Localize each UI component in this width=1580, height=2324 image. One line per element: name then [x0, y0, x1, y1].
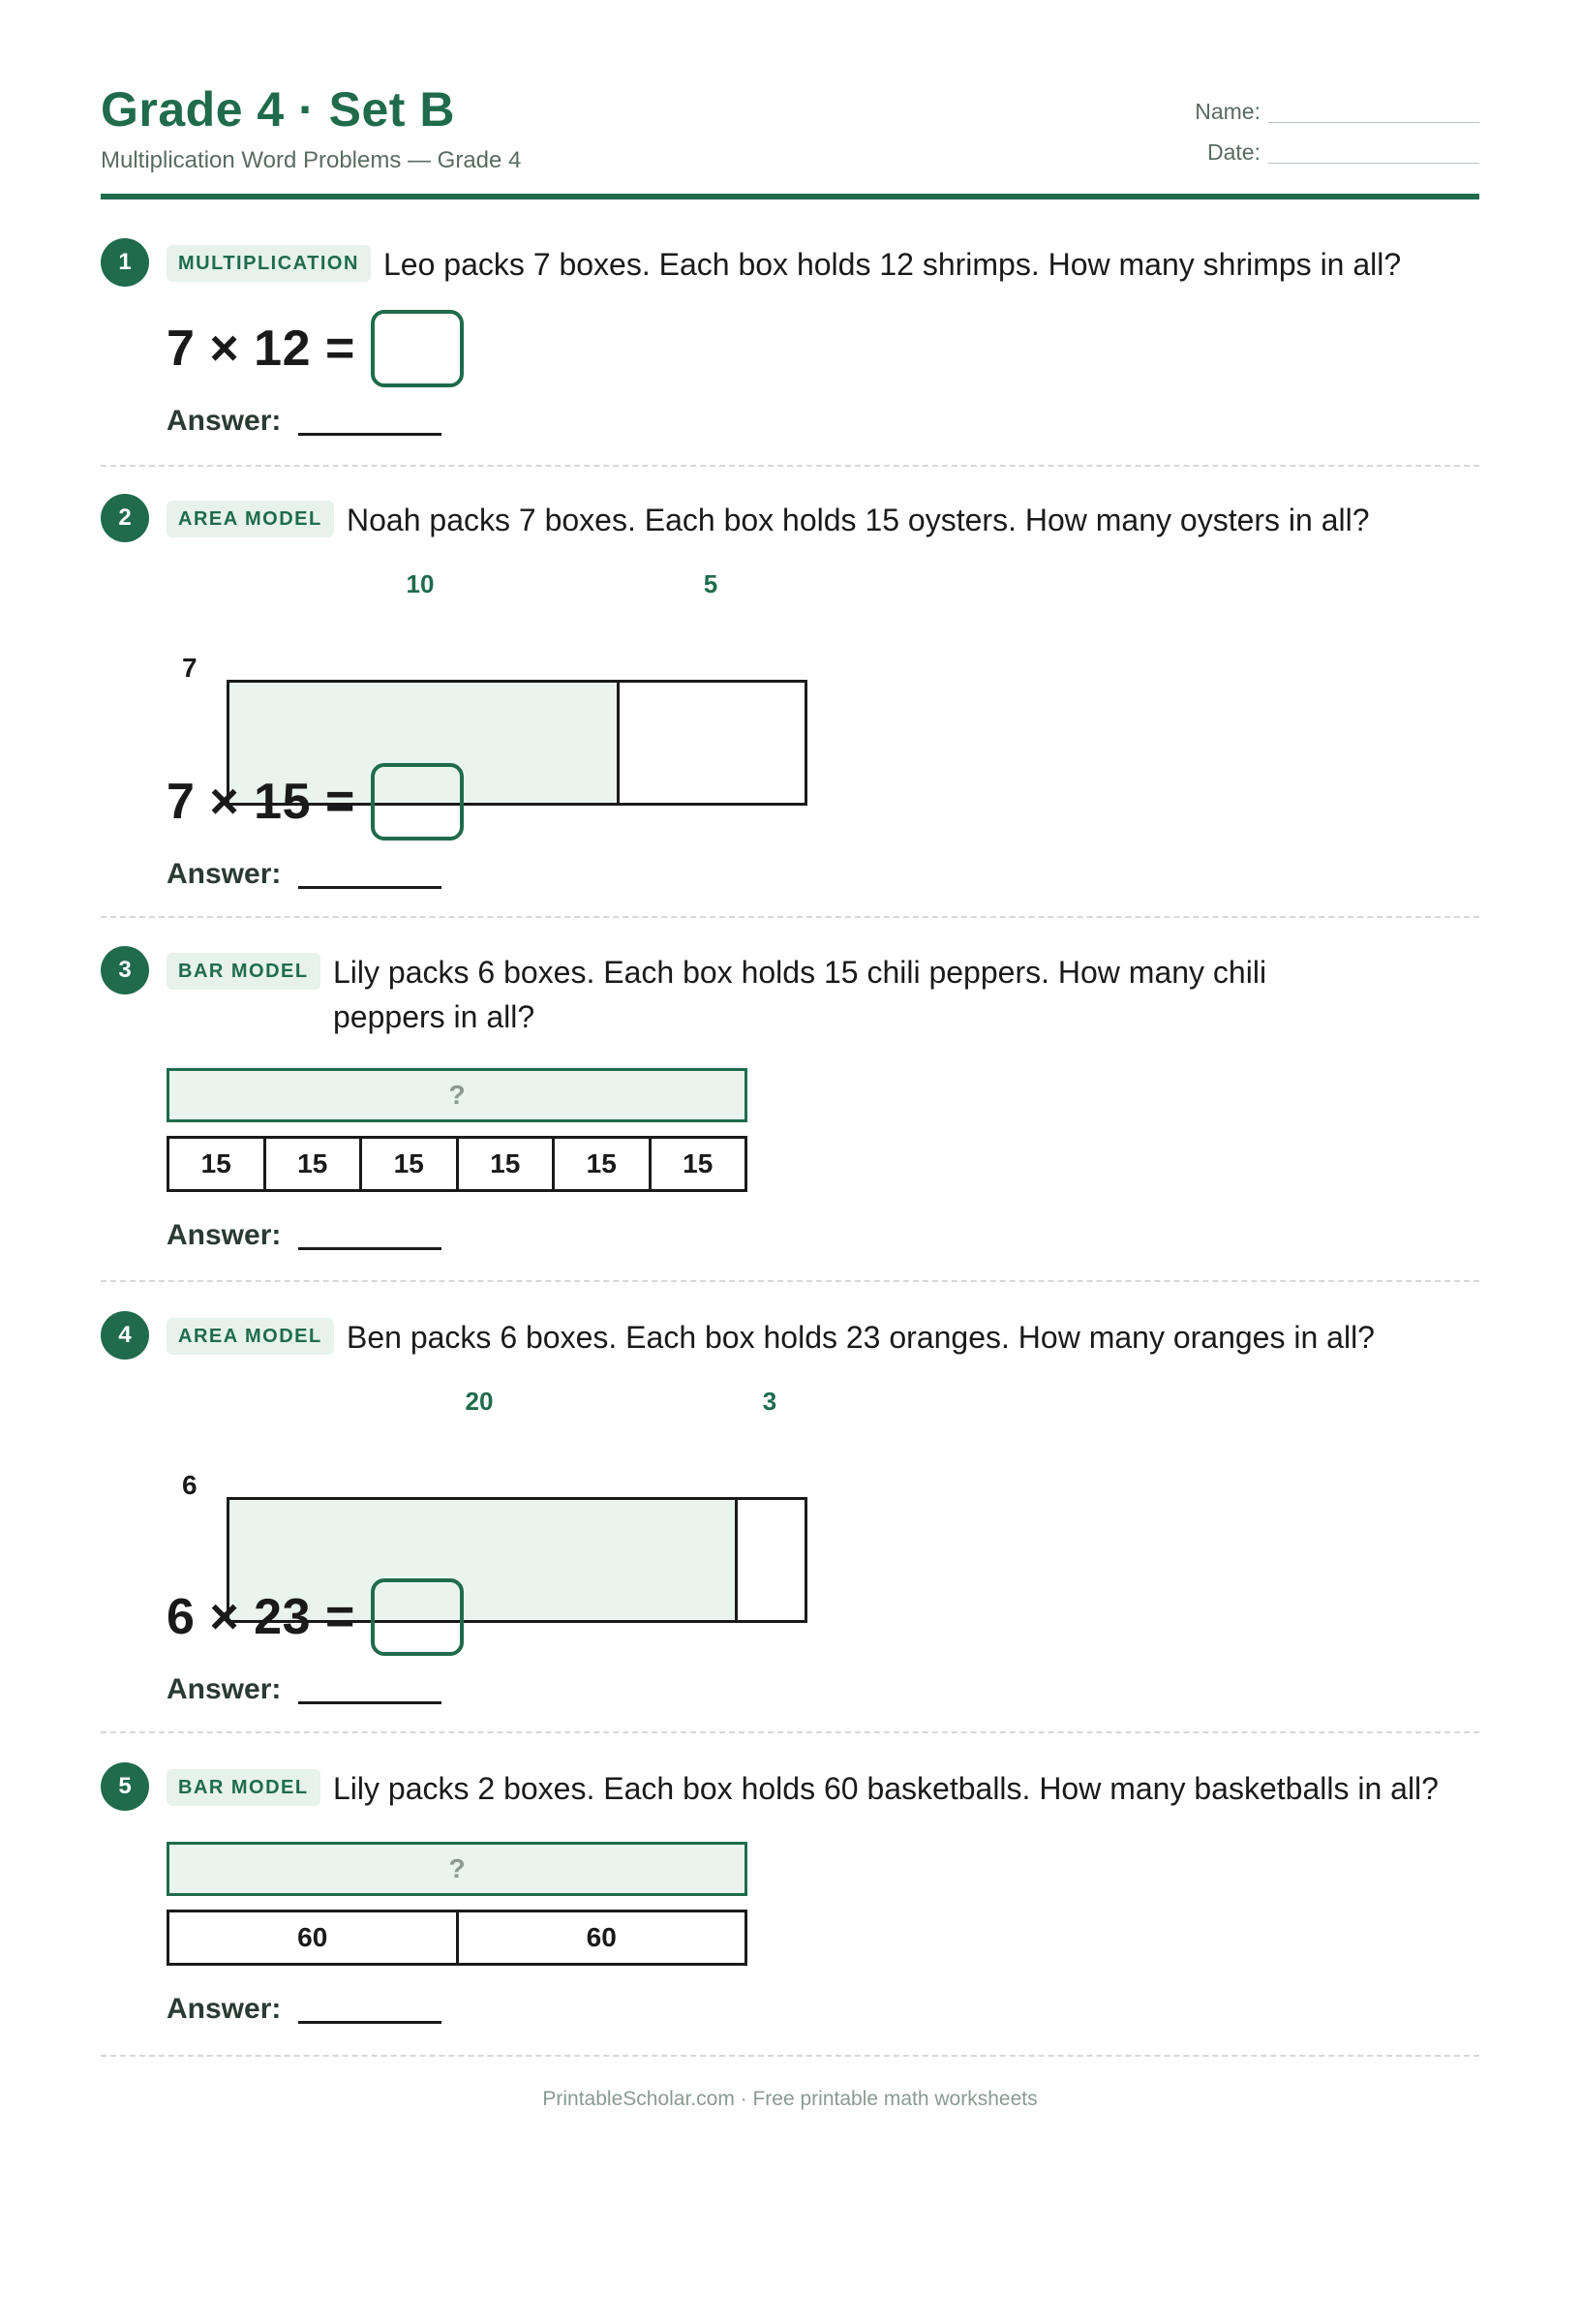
answer-row: [167, 405, 441, 438]
area-model: [167, 1387, 777, 1532]
answer-line[interactable]: [298, 886, 441, 889]
bar-total: ?: [167, 1842, 747, 1896]
problem-divider: [101, 1280, 1479, 1282]
bar-part: 15: [200, 1148, 231, 1178]
problem-divider: [101, 1731, 1479, 1733]
area-part-label: 5: [703, 569, 718, 598]
answer-box[interactable]: [371, 1578, 464, 1656]
bar-part: 60: [297, 1922, 328, 1952]
area-part-label: 20: [465, 1387, 494, 1416]
bar-part: 15: [649, 1139, 745, 1189]
problem-4: [101, 1311, 1479, 1718]
worksheet-header: [101, 81, 1479, 199]
problem-divider: [101, 916, 1479, 918]
page-footer: PrintableScholar.com · Free printable math worksheets: [542, 2088, 1038, 2110]
problem-number: 1: [101, 238, 149, 287]
problem-question: Ben packs 6 boxes. Each box holds 23 oranges. How many oranges in all?: [347, 1320, 1375, 1355]
problem-5: [101, 1762, 1479, 2053]
bar-part: 60: [456, 1912, 745, 1963]
equation: [167, 310, 464, 387]
area-part-label: 3: [762, 1387, 777, 1416]
answer-row: [167, 858, 441, 891]
area-cell: [617, 683, 805, 803]
area-side-label: 6: [182, 1470, 198, 1500]
answer-label: Answer:: [167, 405, 282, 437]
answer-line[interactable]: [298, 1701, 441, 1704]
answer-row: [167, 1993, 441, 2026]
student-info: [1170, 99, 1479, 180]
area-part-label: 10: [406, 569, 435, 598]
problem-number: 2: [101, 494, 149, 542]
area-model: [167, 569, 747, 715]
problem-divider: [101, 2055, 1479, 2057]
bar-parts: [167, 1136, 747, 1192]
problem-tag: MULTIPLICATION: [167, 245, 371, 282]
name-field[interactable]: [1268, 122, 1479, 123]
answer-box[interactable]: [371, 763, 464, 841]
answer-label: Answer:: [167, 1673, 282, 1705]
answer-row: [167, 1219, 441, 1252]
problem-tag: AREA MODEL: [167, 1318, 334, 1355]
answer-row: [167, 1673, 441, 1706]
area-side-label: 7: [182, 653, 198, 683]
bar-part: 15: [456, 1139, 553, 1189]
page-title: Grade 4 · Set B: [101, 82, 455, 137]
equation: [167, 1578, 464, 1656]
name-label: Name:: [1195, 99, 1261, 124]
equation-text: 7 × 12 =: [167, 321, 355, 377]
answer-label: Answer:: [167, 1219, 282, 1251]
problem-tag: BAR MODEL: [167, 1769, 320, 1806]
problem-tag: BAR MODEL: [167, 953, 320, 990]
problem-3: [101, 946, 1479, 1266]
equation-text: 7 × 15 =: [167, 774, 355, 830]
answer-label: Answer:: [167, 858, 282, 890]
problem-question: Noah packs 7 boxes. Each box holds 15 oysters. How many oysters in all?: [347, 503, 1370, 537]
answer-line[interactable]: [298, 2021, 441, 2024]
equation: [167, 763, 464, 841]
problem-number: 5: [101, 1762, 149, 1811]
problem-2: [101, 494, 1479, 901]
bar-total: ?: [167, 1068, 747, 1122]
date-field[interactable]: [1268, 163, 1479, 164]
problem-1: [101, 238, 1479, 451]
name-row: [1170, 99, 1479, 139]
problem-question: Leo packs 7 boxes. Each box holds 12 shrimps. How many shrimps in all?: [383, 247, 1402, 282]
bar-model: [167, 1068, 747, 1194]
page-subtitle: Multiplication Word Problems — Grade 4: [101, 147, 522, 173]
answer-box[interactable]: [371, 310, 464, 387]
equation-text: 6 × 23 =: [167, 1589, 355, 1645]
date-label: Date:: [1207, 139, 1261, 165]
answer-line[interactable]: [298, 433, 441, 436]
problem-number: 3: [101, 946, 149, 994]
answer-line[interactable]: [298, 1247, 441, 1250]
bar-part: 15: [359, 1139, 456, 1189]
bar-part: 15: [263, 1139, 360, 1189]
answer-label: Answer:: [167, 1993, 282, 2025]
problem-question: Lily packs 6 boxes. Each box holds 15 chili peppers. How many chili peppers in all?: [333, 955, 1267, 1034]
problem-question: Lily packs 2 boxes. Each box holds 60 basketballs. How many basketballs in all?: [333, 1771, 1439, 1806]
problem-divider: [101, 465, 1479, 467]
bar-model: [167, 1842, 747, 1968]
problem-tag: AREA MODEL: [167, 501, 334, 537]
date-row: [1170, 139, 1479, 180]
area-cell: [735, 1500, 805, 1620]
bar-parts: [167, 1910, 747, 1966]
problem-number: 4: [101, 1311, 149, 1360]
bar-part: 15: [552, 1139, 649, 1189]
